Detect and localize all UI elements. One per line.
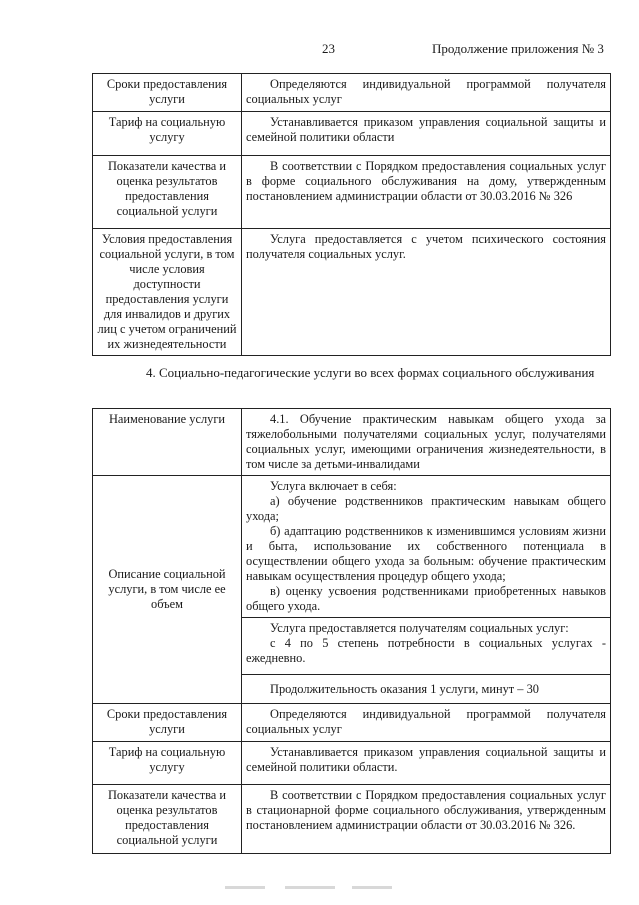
- table-row: [93, 74, 611, 112]
- service-description-label: Описание социальной услуги, в том числе ее объем: [93, 476, 242, 704]
- table-row: [93, 704, 611, 742]
- recipients-detail: с 4 по 5 степень потребности в социальных услугах - ежедневно.: [246, 636, 606, 665]
- row-label: Тариф на социальную услугу: [93, 112, 242, 156]
- row-label: Сроки предоставления услуги: [93, 74, 242, 112]
- scan-artifact: [352, 886, 392, 889]
- scan-artifact: [225, 886, 265, 889]
- description-item-a: а) обучение родственников практическим навыкам общего ухода;: [246, 494, 606, 523]
- table-row: [93, 409, 611, 476]
- table-row: [93, 742, 611, 785]
- table-row: [93, 229, 611, 356]
- row-value: Определяются индивидуальной программой получателя социальных услуг: [242, 704, 611, 742]
- row-label: Показатели качества и оценка результатов предоставления социальной услуги: [93, 785, 242, 854]
- description-intro: Услуга включает в себя:: [270, 479, 397, 493]
- service-description: [242, 476, 611, 618]
- service-name-label: Наименование услуги: [93, 409, 242, 476]
- table-row: [93, 785, 611, 854]
- table-row: [93, 476, 611, 618]
- row-label: Показатели качества и оценка результатов предоставления социальной услуги: [93, 156, 242, 229]
- row-value: Определяются индивидуальной программой получателя социальных услуг: [242, 74, 611, 112]
- row-value: Устанавливается приказом управления социальной защиты и семейной политики области.: [242, 742, 611, 785]
- service-name-value: 4.1. Обучение практическим навыкам общего ухода за тяжелобольными получателями социальных услуг, получателями социальных услуг, имеющими ограничения жизнедеятельности, в том числе за детьми-инвалидами: [242, 409, 611, 476]
- services-table-continued: [92, 73, 611, 356]
- section-heading: 4. Социально-педагогические услуги во всех формах социального обслуживания: [146, 365, 595, 380]
- table-row: [93, 156, 611, 229]
- row-value: В соответствии с Порядком предоставления социальных услуг в форме социального обслуживания на дому, утвержденным постановлением администрации области от 30.03.2016 № 326: [242, 156, 611, 229]
- service-recipients: [242, 618, 611, 675]
- page-number: 23: [322, 41, 335, 56]
- appendix-continuation-label: Продолжение приложения № 3: [432, 41, 604, 56]
- description-item-c: в) оценку усвоения родственниками приобретенных навыков общего ухода.: [246, 584, 606, 613]
- row-value: Устанавливается приказом управления социальной защиты и семейной политики области: [242, 112, 611, 156]
- table-row: [93, 112, 611, 156]
- recipients-intro: Услуга предоставляется получателям социальных услуг:: [270, 621, 569, 635]
- row-label: Тариф на социальную услугу: [93, 742, 242, 785]
- service-duration: Продолжительность оказания 1 услуги, минут – 30: [242, 675, 611, 704]
- row-value: Услуга предоставляется с учетом психического состояния получателя социальных услуг.: [242, 229, 611, 356]
- row-value: В соответствии с Порядком предоставления социальных услуг в стационарной форме социального обслуживания, утвержденным постановлением администрации области от 30.03.2016 № 326.: [242, 785, 611, 854]
- service-4-1-table: [92, 408, 611, 854]
- scan-artifact: [285, 886, 335, 889]
- description-item-b: б) адаптацию родственников к изменившимся условиям жизни и быта, использование их собственного потенциала в осуществлении общего ухода за больным: обучение практическим навыкам осуществления процедур общего ухода;: [246, 524, 606, 583]
- row-label: Условия предоставления социальной услуги, в том числе условия доступности предоставления услуги для инвалидов и других лиц с учетом ограничений их жизнедеятельности: [93, 229, 242, 356]
- row-label: Сроки предоставления услуги: [93, 704, 242, 742]
